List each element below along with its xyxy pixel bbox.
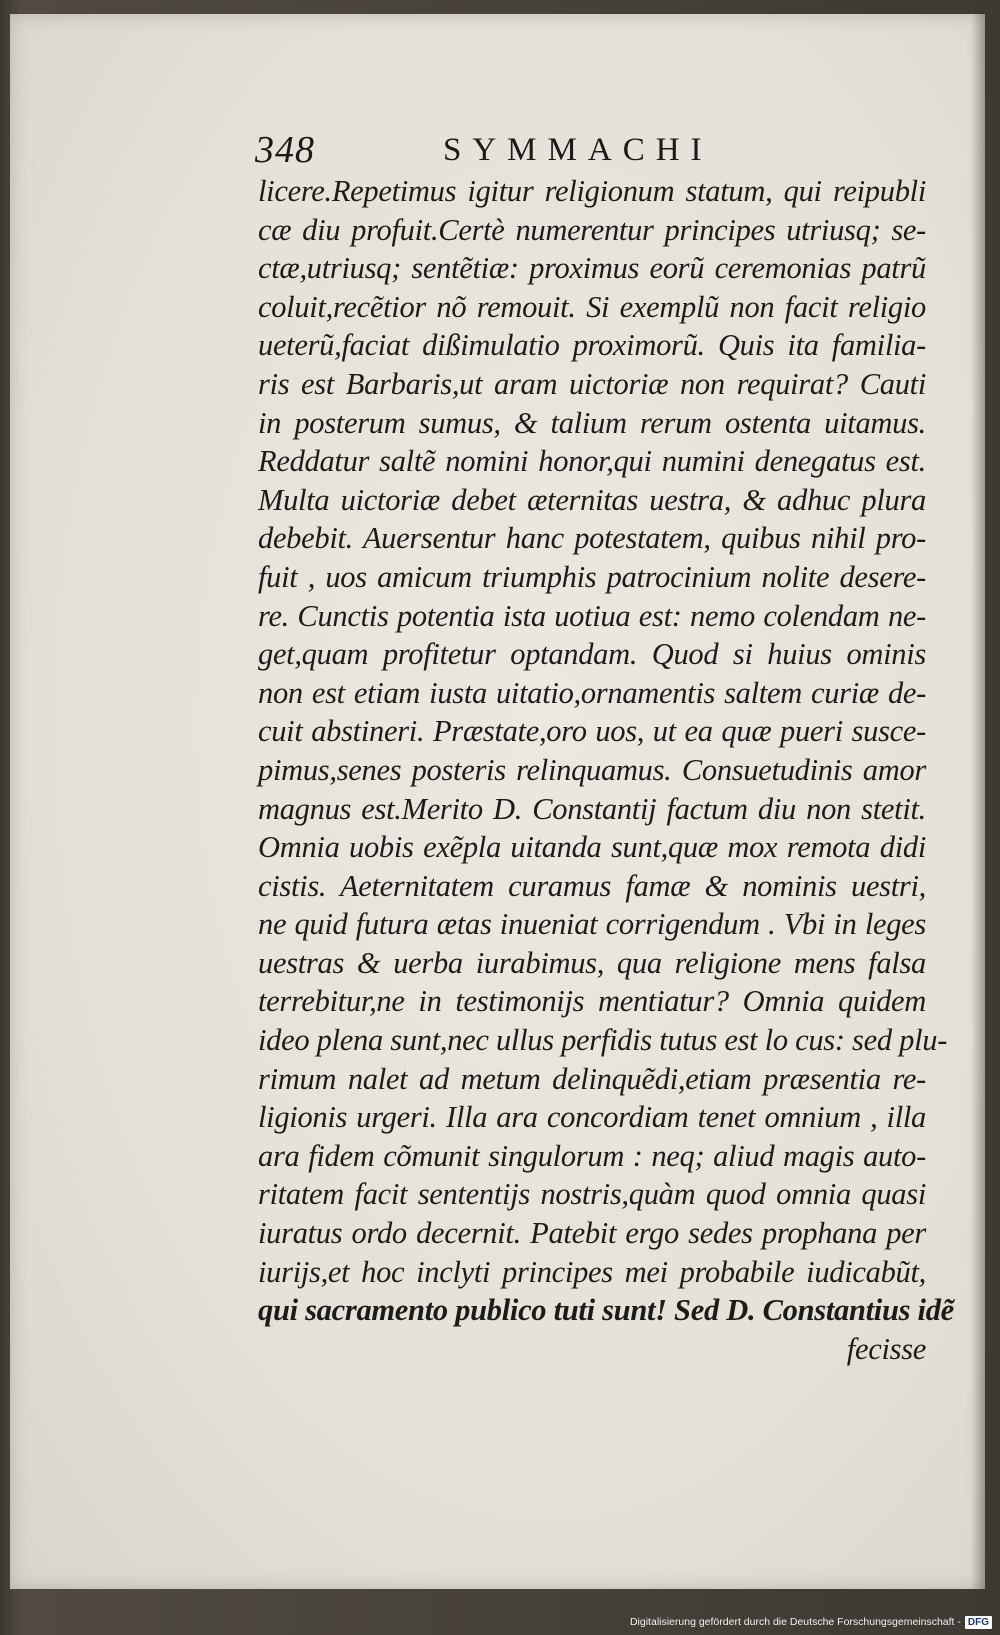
text-block: [258, 172, 954, 1368]
text-line: qui sacramento publico tuti sunt! Sed D. Constantius idẽ: [258, 1293, 954, 1328]
text-line: ueterũ,faciat dißimulatio proximorũ. Quis ita familia-: [258, 328, 926, 363]
text-line: ne quid futura ætas inueniat corrigendum . Vbi in leges: [258, 907, 926, 942]
text-line: ritatem facit sententijs nostris,quàm quod omnia quasi: [258, 1177, 926, 1212]
text-line: cistis. Aeternitatem curamus famæ & nominis uestri,: [258, 868, 926, 903]
text-line: pimus,senes posteris relinquamus. Consuetudinis amor: [258, 752, 926, 787]
text-line: Multa uictoriæ debet æternitas uestra, & adhuc plura: [258, 482, 926, 517]
text-line: uestras & uerba iurabimus, qua religione mens falsa: [258, 945, 926, 980]
text-line: in posterum sumus, & talium rerum ostenta uitamus.: [258, 405, 926, 440]
text-line: Omnia uobis exẽpla uitanda sunt,quæ mox remota didi: [258, 830, 926, 865]
text-line: iurijs,et hoc inclyti principes mei probabile iudicabũt,: [258, 1254, 926, 1289]
text-line: get,quam profitetur optandam. Quod si huius ominis: [258, 637, 926, 672]
text-line: iuratus ordo decernit. Patebit ergo sedes prophana per: [258, 1216, 926, 1251]
text-line: licere.Repetimus igitur religionum statum, qui reipubli: [258, 174, 926, 208]
footer-credit: Digitalisierung gefördert durch die Deutsche Forschungsgemeinschaft -: [629, 1616, 961, 1628]
dfg-logo-icon: DFG: [965, 1616, 992, 1629]
text-line: terrebitur,ne in testimonijs mentiatur? Omnia quidem: [258, 984, 926, 1019]
running-title: SYMMACHI: [443, 132, 713, 168]
page-edge-shadow: [971, 14, 985, 1589]
running-head: [255, 128, 925, 178]
text-line: fuit , uos amicum triumphis patrocinium nolite desere-: [258, 559, 926, 594]
text-line: non est etiam iusta uitatio,ornamentis saltem curiæ de-: [258, 675, 926, 710]
text-line: magnus est.Merito D. Constantij factum diu non stetit.: [258, 791, 926, 826]
digitization-footer: [630, 1614, 992, 1630]
text-line: ris est Barbaris,ut aram uictoriæ non requirat? Cauti: [258, 366, 926, 401]
text-line: ara fidem cõmunit singulorum : neq; aliud magis auto-: [258, 1138, 926, 1173]
page-number: 348: [255, 129, 315, 171]
text-line: cuit abstineri. Præstate,oro uos, ut ea quæ pueri susce-: [258, 714, 926, 749]
text-line: ctæ,utriusq; sentẽtiæ: proximus eorũ ceremonias patrũ: [258, 251, 926, 286]
text-line: debebit. Auersentur hanc potestatem, quibus nihil pro-: [258, 521, 926, 556]
text-line: re. Cunctis potentia ista uotiua est: nemo colendam ne-: [258, 598, 926, 633]
text-line: cæ diu profuit.Certè numerentur principes utriusq; se-: [258, 212, 926, 247]
text-line: ideo plena sunt,nec ullus perfidis tutus est lo cus: sed plu-: [258, 1023, 948, 1058]
text-line: Reddatur saltẽ nomini honor,qui numini denegatus est.: [258, 444, 926, 479]
text-line: ligionis urgeri. Illa ara concordiam tenet omnium , illa: [258, 1100, 926, 1135]
catchword: fecisse: [846, 1331, 926, 1366]
text-line: coluit,recẽtior nõ remouit. Si exemplũ non facit religio: [258, 289, 926, 324]
text-line: rimum nalet ad metum delinquẽdi,etiam præsentia re-: [258, 1061, 926, 1096]
